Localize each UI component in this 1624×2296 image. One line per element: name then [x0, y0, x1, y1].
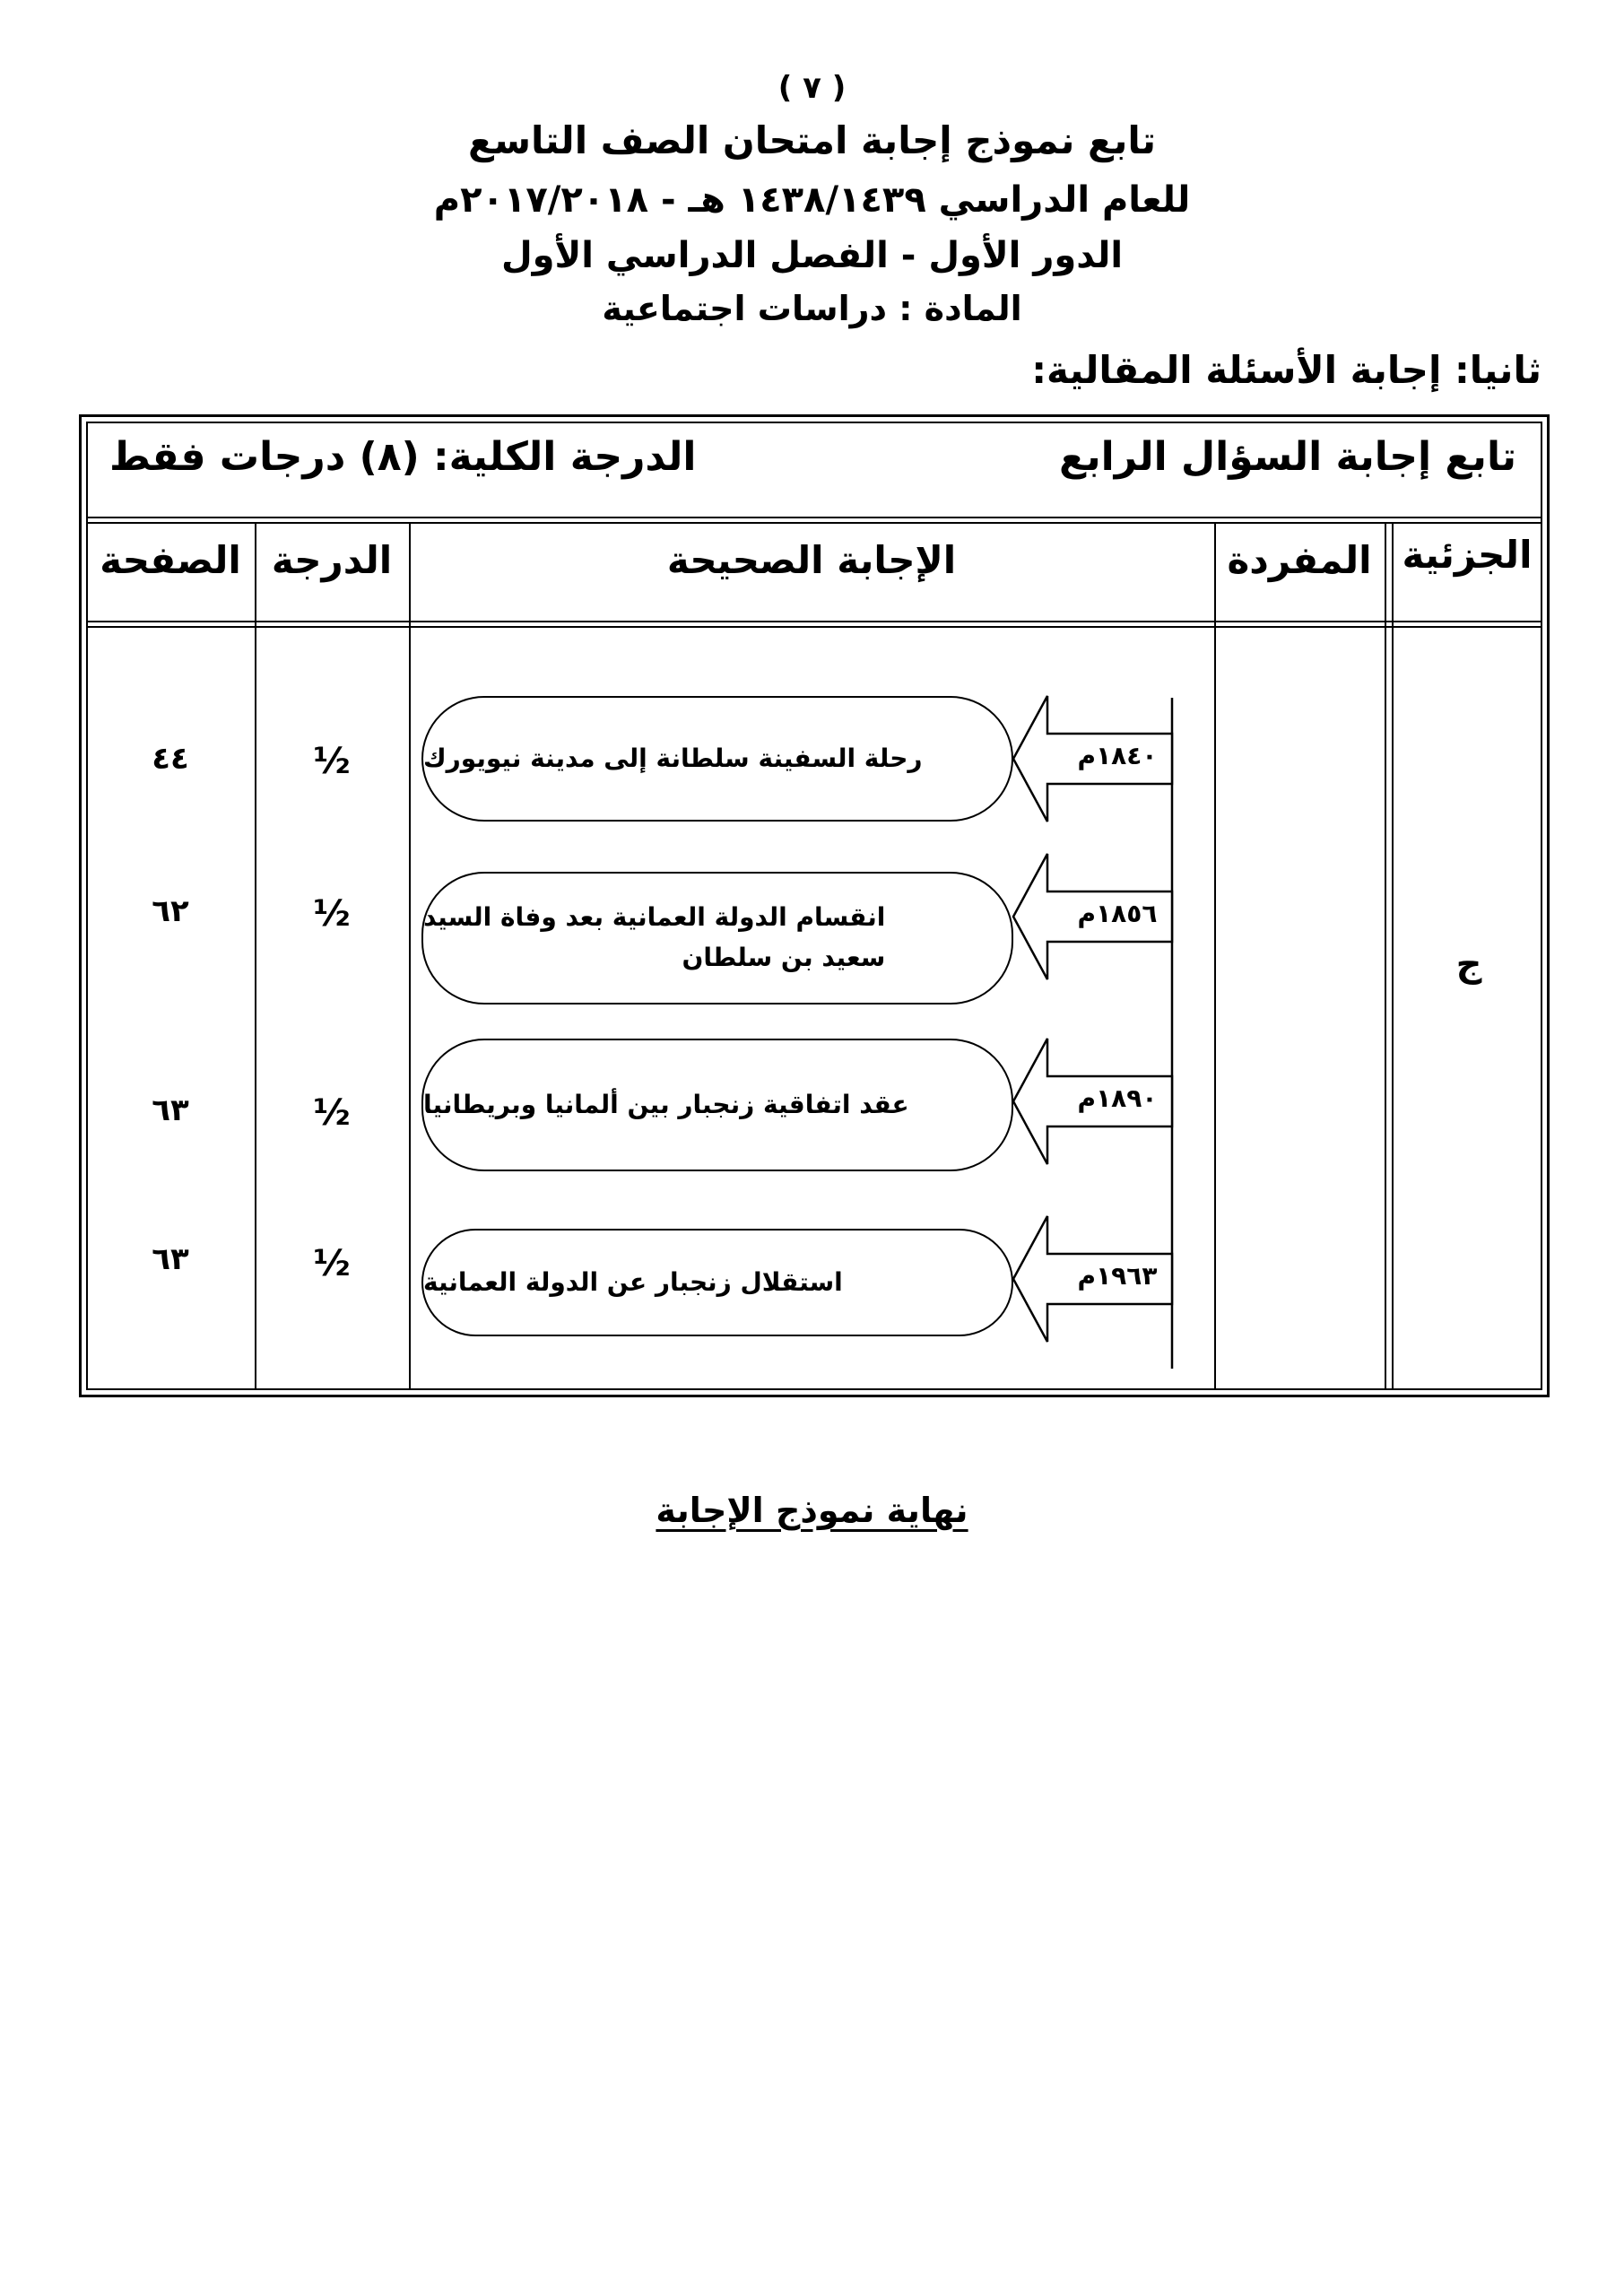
event-text: رحلة السفينة سلطانة إلى مدينة نيويورك [423, 743, 923, 773]
event-bubble [421, 696, 1013, 822]
event-text: عقد اتفاقية زنجبار بين ألمانيا وبريطانيا [423, 1089, 909, 1119]
event-bubble [421, 872, 1013, 1004]
question-title: تابع إجابة السؤال الرابع [1059, 434, 1516, 480]
row-grade: ½ [313, 741, 351, 782]
row-page: ٦٣ [152, 1241, 189, 1277]
timeline-year: ١٨٤٠م [1077, 741, 1158, 770]
column-header-grade: الدرجة [271, 538, 393, 582]
total-grade: الدرجة الكلية: (٨) درجات فقط [109, 434, 697, 480]
row-grade: ½ [313, 1243, 351, 1284]
column-header-answer: الإجابة الصحيحة [666, 538, 957, 582]
timeline-year: ١٨٥٦م [1077, 899, 1158, 928]
column-header-item: المفردة [1227, 538, 1372, 582]
row-grade: ½ [313, 893, 351, 935]
timeline-year: ١٨٩٠م [1077, 1083, 1158, 1113]
row-page: ٦٢ [152, 893, 189, 929]
row-page: ٦٣ [152, 1092, 189, 1128]
end-of-answer-note [0, 1491, 1624, 1530]
subject-line: المادة : دراسات اجتماعية [602, 289, 1022, 328]
section-title: ثانيا: إجابة الأسئلة المقالية: [1031, 348, 1541, 392]
row-grade: ½ [313, 1092, 351, 1134]
timeline-year: ١٩٦٣م [1077, 1261, 1158, 1291]
event-bubble [421, 1039, 1013, 1171]
event-text: انقسام الدولة العمانية بعد وفاة السيد سعيد بن سلطان [423, 902, 886, 972]
page-number: ( ٧ ) [777, 70, 847, 106]
exam-term: الدور الأول - الفصل الدراسي الأول [500, 235, 1124, 276]
document-title: تابع نموذج إجابة امتحان الصف التاسع [468, 118, 1156, 162]
column-header-part: الجزئية [1402, 533, 1533, 577]
part-value: ج [1455, 944, 1482, 985]
academic-year: للعام الدراسي ١٤٣٨/١٤٣٩ هـ - ٢٠١٧/٢٠١٨م [433, 179, 1191, 221]
event-text: استقلال زنجبار عن الدولة العمانية [423, 1266, 843, 1297]
end-note-text: نهاية نموذج الإجابة [656, 1491, 968, 1530]
column-header-page: الصفحة [100, 538, 241, 582]
event-bubble [421, 1229, 1013, 1336]
row-page: ٤٤ [152, 741, 189, 777]
